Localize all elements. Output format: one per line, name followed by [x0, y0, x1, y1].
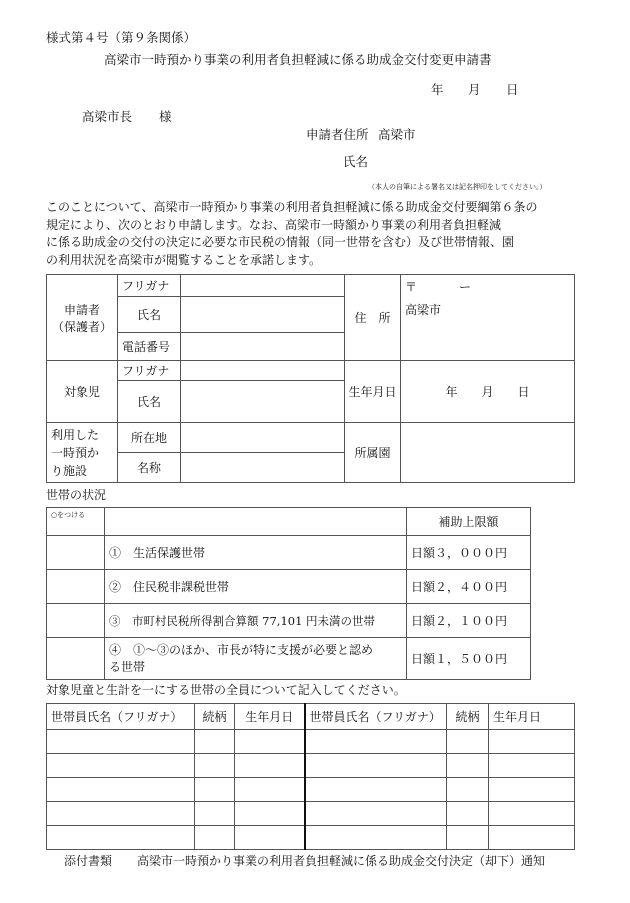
date-year: 年	[431, 82, 444, 97]
member-row	[47, 754, 575, 778]
limit-amount: 日額２，１００円	[407, 604, 531, 638]
school-label: 所属園	[345, 423, 401, 483]
child-name-field[interactable]	[181, 381, 345, 423]
birth-field[interactable]: 年 月 日	[401, 361, 575, 423]
form-number: 様式第４号（第９条関係）	[46, 30, 197, 45]
child-name-label: 氏名	[118, 381, 181, 423]
birth-header: 生年月日	[489, 704, 575, 730]
circle-cell-3[interactable]	[47, 604, 105, 638]
circle-cell-2[interactable]	[47, 570, 105, 604]
location-field[interactable]	[181, 423, 345, 453]
attachment-label: 添付書類	[64, 854, 113, 868]
signature-note: （本人の自筆による署名又は記名押印をしてください。）	[368, 183, 547, 191]
relation-header: 続柄	[195, 704, 235, 730]
location-label: 所在地	[118, 423, 181, 453]
limit-amount: 日額３，０００円	[407, 536, 531, 570]
birth-label: 生年月日	[345, 361, 401, 423]
name-label: 氏名	[118, 297, 181, 333]
address-city: 高梁市	[405, 303, 442, 317]
circle-note: ○をつける	[47, 508, 105, 536]
school-field[interactable]	[401, 423, 575, 483]
applicant-label-cell: 申請者 （保護者）	[47, 275, 118, 361]
applicant-name-field[interactable]	[181, 297, 345, 333]
relation-header: 続柄	[447, 704, 489, 730]
applicant-name-label: 氏名	[343, 154, 369, 169]
child-furigana-field[interactable]	[181, 361, 345, 381]
body-line: に係る助成金の交付の決定に必要な市民税の情報（同一世帯を含む）及び世帯情報、園	[46, 235, 515, 249]
phone-label: 電話番号	[118, 333, 181, 361]
body-line: このことについて、高梁市一時預かり事業の利用者負担軽減に係る助成金交付要綱第６条の	[46, 200, 538, 214]
member-row	[47, 802, 575, 826]
postal-dash: ー	[459, 280, 472, 294]
addressee-honorific: 様	[159, 109, 172, 124]
member-name-header: 世帯員氏名（フリガナ）	[47, 704, 195, 730]
birth-header: 生年月日	[235, 704, 305, 730]
attachment-text: 高梁市一時預かり事業の利用者負担軽減に係る助成金交付決定（却下）通知	[137, 854, 546, 868]
member-row	[47, 778, 575, 802]
facility-label: 利用した 一時預か り施設	[47, 423, 118, 483]
member-name-header: 世帯員氏名（フリガナ）	[305, 704, 447, 730]
address-label: 住 所	[345, 275, 401, 361]
applicant-furigana-field[interactable]	[181, 275, 345, 297]
household-option: ② 住民税非課税世帯	[105, 570, 407, 604]
household-option: ③ 市町村民税所得割合算額 77,101 円未満の世帯	[105, 604, 407, 638]
household-option: ① 生活保護世帯	[105, 536, 407, 570]
limit-header: 補助上限額	[407, 508, 531, 536]
applicant-address-label: 申請者住所	[306, 127, 369, 142]
circle-cell-1[interactable]	[47, 536, 105, 570]
body-paragraph	[46, 199, 538, 269]
child-furigana-label: フリガナ	[118, 361, 181, 381]
postal-mark: 〒	[405, 280, 418, 294]
facility-name-field[interactable]	[181, 453, 345, 483]
facility-name-label: 名称	[118, 453, 181, 483]
member-row	[47, 730, 575, 754]
document-title: 高梁市一時預かり事業の利用者負担軽減に係る助成金交付変更申請書	[104, 52, 492, 67]
body-line: 規定により、次のとおり申請します。なお、高梁市一時額かり事業の利用者負担軽減	[46, 217, 502, 232]
household-status-table	[46, 507, 531, 680]
body-line: の利用状況を高梁市が閲覧することを承諾します。	[46, 252, 322, 267]
household-heading: 世帯の状況	[46, 488, 107, 502]
address-field[interactable]	[401, 275, 575, 361]
applicant-address-value: 高梁市	[378, 127, 416, 142]
limit-amount: 日額１，５００円	[407, 638, 531, 680]
addressee-name: 高梁市長	[82, 109, 133, 124]
household-option: ④ ①～③のほか、市長が特に支援が必要と認め る世帯	[105, 638, 407, 680]
date-day: 日	[506, 82, 519, 97]
circle-cell-4[interactable]	[47, 638, 105, 680]
applicant-info-table	[46, 274, 575, 483]
limit-amount: 日額２，４００円	[407, 570, 531, 604]
date-month: 月	[468, 82, 481, 97]
member-row	[47, 826, 575, 850]
members-heading: 対象児童と生計を一にする世帯の全員について記入してください。	[46, 683, 406, 697]
furigana-label: フリガナ	[118, 275, 181, 297]
phone-field[interactable]	[181, 333, 345, 361]
household-members-table	[46, 703, 575, 850]
child-label: 対象児	[47, 361, 118, 423]
